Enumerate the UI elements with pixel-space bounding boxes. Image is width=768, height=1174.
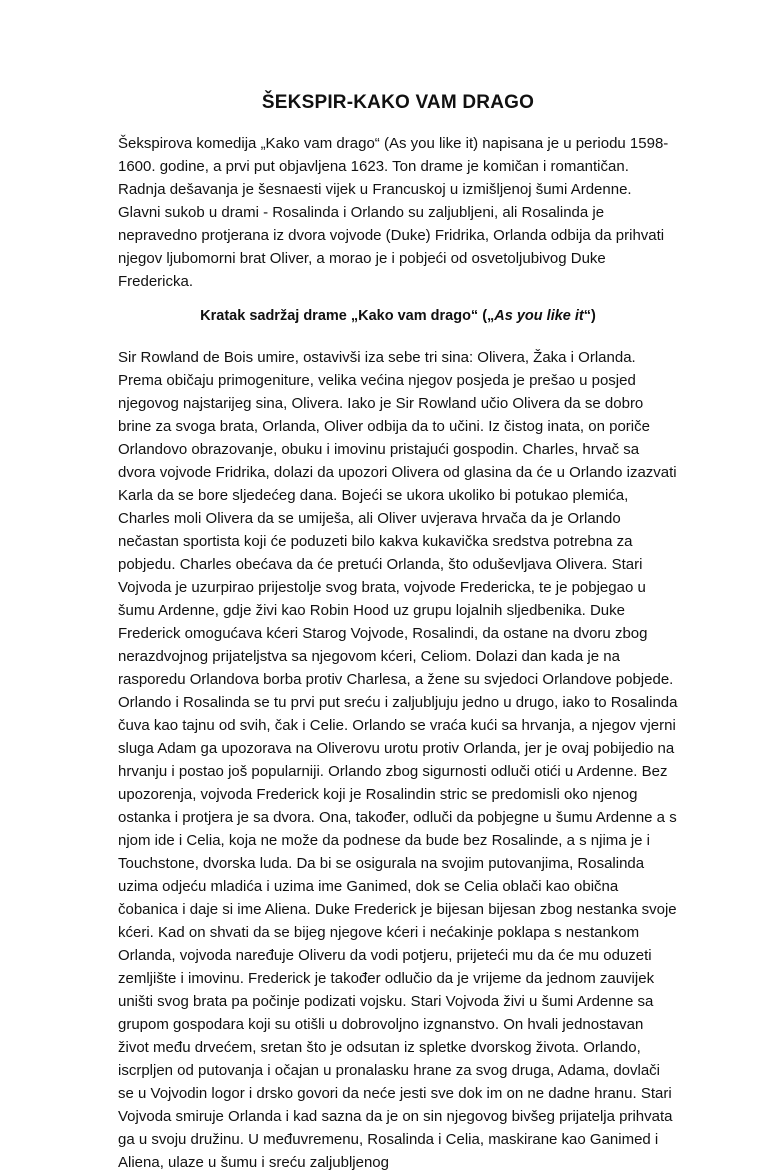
document-page [118, 92, 678, 1174]
body-paragraph: Sir Rowland de Bois umire, ostavivši iza sebe tri sina: Olivera, Žaka i Orlanda. Prema običaju primogeniture, velika većina njegov posjeda je prešao u posjed njegovog najstarijeg sina, Olivera. Iako je Sir Rowland učio Olivera da se dobro brine za svoga brata, Orlanda, Oliver odbija da to učini. Iz čistog inata, on poriče Orlandovo obrazovanje, obuku i imovinu pristajući gospodin. Charles, hrvač sa dvora vojvode Fridrika, dolazi da upozori Olivera od glasina da će u Orlando izazvati Karla da se bore sljedećeg dana. Bojeći se ukora ukoliko bi potukao plemića, Charles moli Olivera da se umiješa, ali Oliver uvjerava hrvača da je Orlando nečastan sportista koji će poduzeti bilo kakva kukavička sredstva potrebna za pobjedu. Charles obećava da će pretući Orlanda, što oduševljava Olivera. Stari Vojvoda je uzurpirao prijestolje svog brata, vojvode Fredericka, te je pobjegao u šumu Ardenne, gdje živi kao Robin Hood uz grupu lojalnih sljedbenika. Duke Frederick omogućava kćeri Starog Vojvode, Rosalindi, da ostane na dvoru zbog nerazdvojnog prijateljstva sa njegovom kćeri, Celiom. Dolazi dan kada je na rasporedu Orlandova borba protiv Charlesa, a žene su svjedoci Orlandove pobjede. Orlando i Rosalinda se tu prvi put sreću i zaljubljuju jedno u drugo, iako to Rosalinda čuva kao tajnu od svih, čak i Celie. Orlando se vraća kući sa hrvanja, a njegov vjerni sluga Adam ga upozorava na Oliverovu urotu protiv Orlanda, jer je ovaj pobijedio na hrvanju i postao još popularniji. Orlando zbog sigurnosti odluči otići u Ardenne. Bez upozorenja, vojvoda Frederick koji je Rosalindin stric se predomisli oko njenog ostanka i protjera je sa dvora. Ona, također, odluči da pobjegne u šumu Ardenne a s njom ide i Celia, koja ne može da podnese da bude bez Rosalinde, a s njima je i Touchstone, dvorska luda. Da bi se osigurala na svojim putovanjima, Rosalinda uzima odjeću mladića i uzima ime Ganimed, dok se Celia oblači kao obična čobanica i daje si ime Aliena. Duke Frederick je bijesan bijesan zbog nestanka svoje kćeri. Kad on shvati da se bijeg njegove kćeri i nećakinje poklapa s nestankom Orlanda, vojvoda naređuje Oliveru da vodi potjeru, prijeteći mu da će mu oduzeti zemljište i imovinu. Frederick je također odlučio da je vrijeme da jednom zauvijek uništi svog brata pa počinje podizati vojsku. Stari Vojvoda živi u šumi Ardenne sa grupom gospodara koji su otišli u dobrovoljno izgnanstvo. On hvali jednostavan život među drvećem, sretan što je odsutan iz spletke dvorskog života. Orlando, iscrpljen od putovanja i očajan u pronalasku hrane za svog druga, Adama, dovlači se u Vojvodin logor i drsko govori da neće jesti sve dok im on ne dadne hranu. Stari Vojvoda smiruje Orlanda i kad sazna da je on sin njegovog bivšeg prijatelja prihvata ga u svoju družinu. U međuvremenu, Rosalinda i Celia, maskirane kao Ganimed i Aliena, ulaze u šumu i sreću zaljubljenog [118, 349, 678, 1171]
document-title: ŠEKSPIR-KAKO VAM DRAGO [261, 92, 535, 113]
subtitle-prefix: Kratak sadržaj drame „Kako vam drago“ („ [200, 308, 495, 324]
intro-paragraph: Šekspirova komedija „Kako vam drago“ (As you like it) napisana je u periodu 1598-1600. godine, a prvi put objavljena 1623. Ton drame je komičan i romantičan. Radnja dešavanja je šesnaesti vijek u Francuskoj u izmišljenoj šumi Ardenne. Glavni sukob u drami - Rosalinda i Orlando su zaljubljeni, ali Rosalinda je nepravedno protjerana iz dvora vojvode (Duke) Fridrika, Orlanda odbija da prihvati njegov ljubomorni brat Oliver, a morao je i pobjeći od osvetoljubivog Duke Fredericka. [118, 135, 669, 290]
section-subtitle [118, 306, 678, 326]
subtitle-italic: As you like it [494, 308, 584, 324]
subtitle-suffix: “) [583, 308, 596, 324]
